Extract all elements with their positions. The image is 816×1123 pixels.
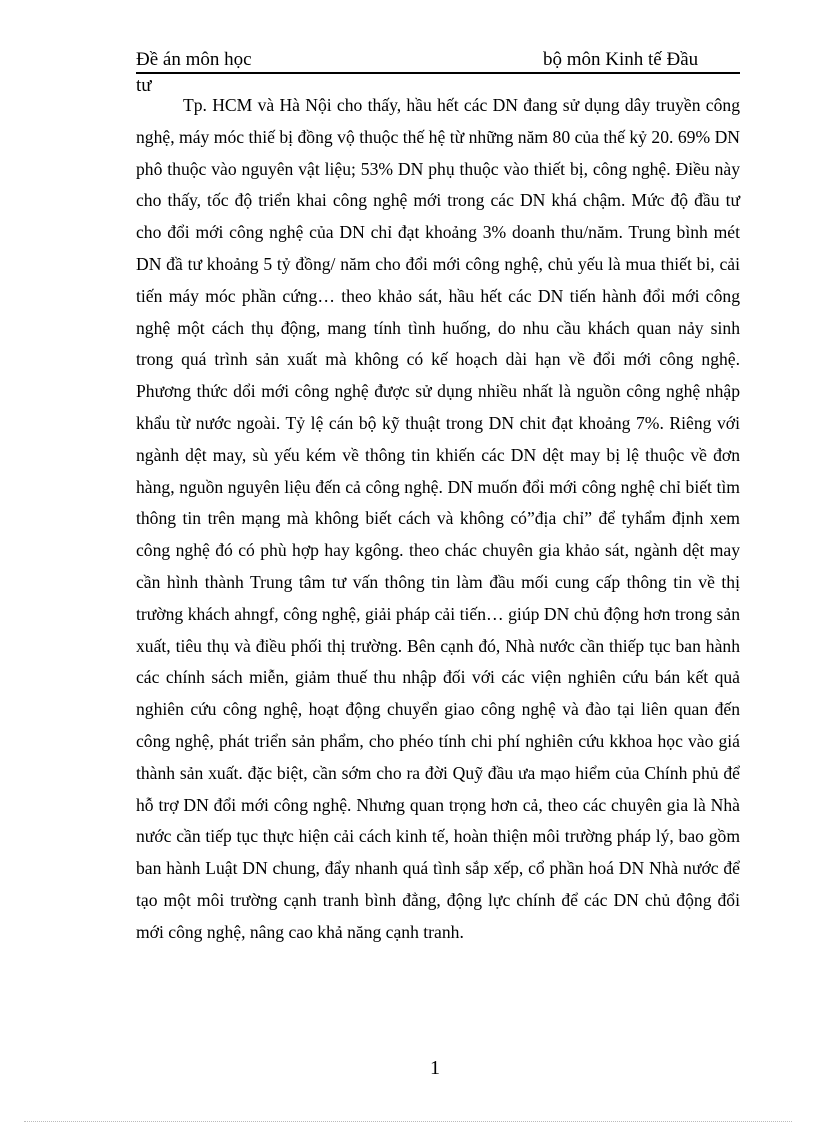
header-course-title: Đề án môn học (136, 49, 252, 70)
page-header (136, 48, 740, 74)
body-paragraph: Tp. HCM và Hà Nội cho thấy, hầu hết các DN đang sử dụng dây truyền công nghệ, máy móc thiế bị đồng vộ thuộc thế hệ từ những năm 80 của thế kỷ 20. 69% DN phô thuộc vào nguyên vật liệu; 53% DN phụ thuộc vào thiết bị, công nghệ. Điều này cho thấy, tốc độ triển khai công nghệ mới trong các DN khá chậm. Mức độ đầu tư cho đổi mới công nghệ của DN chỉ đạt khoảng 3% doanh thu/năm. Trung bình mét DN đầ tư khoảng 5 tỷ đồng/ năm cho đổi mới công nghệ, chủ yếu là mua thiết bi, cải tiến máy móc phần cứng… theo khảo sát, hầu hết các DN tiến hành đổi mới công nghệ một cách thụ động, mang tính tình huống, do nhu cầu khách quan nảy sinh trong quá trình sản xuất mà không có kế hoạch dài hạn về đổi mới công nghệ. Phương thức dổi mới công nghệ được sử dụng nhiều nhất là nguồn công nghệ nhập khẩu từ nước ngoài. Tỷ lệ cán bộ kỹ thuật trong DN chit đạt khoảng 7%. Riêng với ngành dệt may, sù yếu kém về thông tin khiến các DN dệt may bị lệ thuộc về đơn hàng, nguồn nguyên liệu đến cả công nghệ. DN muốn đổi mới công nghệ chỉ biết tìm thông tin trên mạng mà không biết cách và không có”địa chỉ” để tyhẩm định xem công nghệ đó có phù hợp hay kgông. theo chác chuyên gia khảo sát, ngành dệt may cần hình thành Trung tâm tư vấn thông tin làm đầu mối cung cấp thông tin về thị trường khách ahngf, công nghệ, giải pháp cải tiến… giúp DN chủ động hơn trong sản xuất, tiêu thụ và điều phối thị trường. Bên cạnh đó, Nhà nước cần thiếp tục ban hành các chính sách miễn, giảm thuế thu nhập đối với các viện nghiên cứu bán kết quả nghiên cứu công nghệ, hoạt động chuyển giao công nghệ và đào tại liên quan đến công nghệ, phát triển sản phẩm, cho phéo tính chi phí nghiên cứu kkhoa học vào giá thành sản xuất. đặc biệt, cần sớm cho ra đời Quỹ đầu ưa mạo hiểm của Chính phủ để hỗ trợ DN đổi mới công nghệ. Nhưng quan trọng hơn cả, theo các chuyên gia là Nhà nước cần tiếp tục thực hiện cải cách kinh tế, hoàn thiện môi trường pháp lý, bao gồm ban hành Luật DN chung, đẩy nhanh quá tình sắp xếp, cổ phần hoá DN Nhà nước để tạo một môi trường cạnh tranh bình đẳng, động lực chính để các DN chủ động đổi mới công nghệ, nâng cao khả năng cạnh tranh. (136, 95, 740, 942)
page-bottom-divider (24, 1121, 792, 1122)
header-department: bộ môn Kinh tế Đầu (543, 49, 699, 70)
page-number: 1 (430, 1057, 440, 1079)
document-body (136, 90, 740, 949)
header-department-continuation: tư (136, 75, 152, 96)
